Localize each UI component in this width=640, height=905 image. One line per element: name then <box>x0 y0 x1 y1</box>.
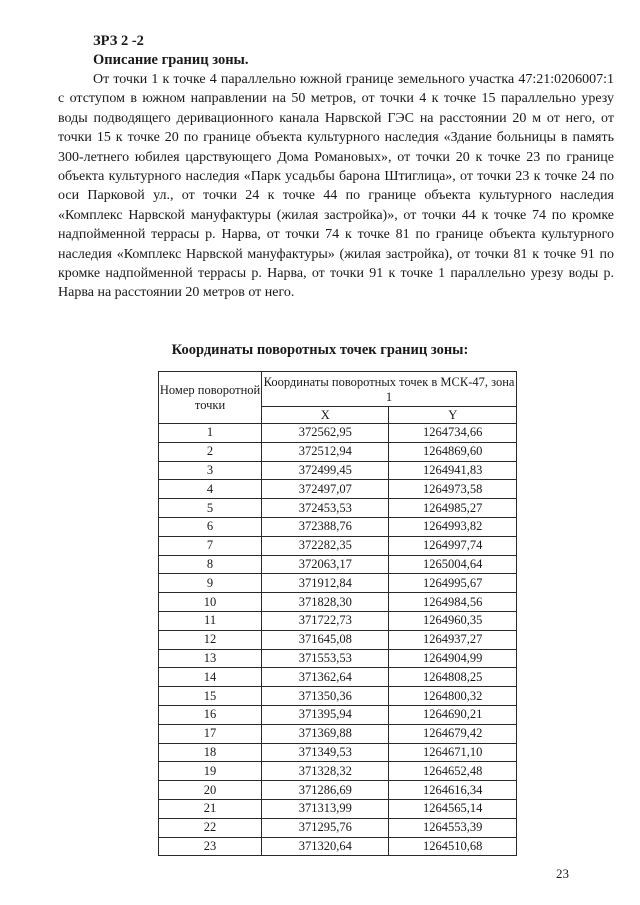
point-number-cell: 23 <box>159 837 262 856</box>
header-point-number: Номер поворотной точки <box>159 372 262 424</box>
table-row <box>159 743 517 762</box>
table-row <box>159 724 517 743</box>
table-row <box>159 818 517 837</box>
x-coordinate-cell: 372388,76 <box>262 517 389 536</box>
table-row <box>159 461 517 480</box>
y-coordinate-cell: 1264937,27 <box>389 630 517 649</box>
y-coordinate-cell: 1264565,14 <box>389 799 517 818</box>
y-coordinate-cell: 1264973,58 <box>389 480 517 499</box>
point-number-cell: 9 <box>159 574 262 593</box>
y-coordinate-cell: 1264679,42 <box>389 724 517 743</box>
x-coordinate-cell: 372499,45 <box>262 461 389 480</box>
table-row <box>159 799 517 818</box>
boundary-description: От точки 1 к точке 4 параллельно южной границе земельного участка 47:21:0206007:1 с отступом в южном направлении на 50 метров, от точки 4 к точке 15 параллельно урезу воды подводящего деривационного канала Нарвской ГЭС на расстоянии 20 м от него, от точки 15 к точке 20 по границе объекта культурного наследия «Здание больницы в память 300-летнего юбилея царствующего Дома Романовых», от точки 20 к точке 23 по границе объекта культурного наследия «Парк усадьбы барона Штиглица», от точки 23 к точке 24 по оси Парковой ул., от точки 24 к точке 44 по границе объекта культурного наследия «Комплекс Нарвской мануфактуры (жилая застройка)», от точки 44 к точке 74 по кромке надпойменной террасы р. Нарва, от точки 74 к точке 81 по границе объекта культурного наследия «Комплекс Нарвской мануфактуры» (жилая застройка), от точки 81 к точке 91 по кромке надпойменной террасы р. Нарва, от точки 91 к точке 1 параллельно урезу воды р. Нарва на расстоянии 20 метров от него. <box>58 72 614 301</box>
table-row <box>159 593 517 612</box>
table-row <box>159 536 517 555</box>
point-number-cell: 3 <box>159 461 262 480</box>
coordinates-table-body <box>159 424 517 856</box>
point-number-cell: 18 <box>159 743 262 762</box>
x-coordinate-cell: 372512,94 <box>262 442 389 461</box>
coordinates-table <box>158 371 517 856</box>
y-coordinate-cell: 1264985,27 <box>389 499 517 518</box>
x-coordinate-cell: 371349,53 <box>262 743 389 762</box>
point-number-cell: 1 <box>159 424 262 443</box>
point-number-cell: 20 <box>159 781 262 800</box>
table-row <box>159 781 517 800</box>
page-number: 23 <box>556 866 569 881</box>
y-coordinate-cell: 1264616,34 <box>389 781 517 800</box>
point-number-cell: 14 <box>159 668 262 687</box>
table-row <box>159 442 517 461</box>
point-number-cell: 10 <box>159 593 262 612</box>
table-row <box>159 517 517 536</box>
header-x: X <box>262 407 389 424</box>
description-heading: Описание границ зоны. <box>93 52 249 68</box>
point-number-cell: 15 <box>159 687 262 706</box>
point-number-cell: 5 <box>159 499 262 518</box>
y-coordinate-cell: 1264960,35 <box>389 611 517 630</box>
x-coordinate-cell: 371295,76 <box>262 818 389 837</box>
y-coordinate-cell: 1264941,83 <box>389 461 517 480</box>
table-row <box>159 687 517 706</box>
x-coordinate-cell: 371395,94 <box>262 705 389 724</box>
table-title: Координаты поворотных точек границ зоны: <box>171 342 469 358</box>
x-coordinate-cell: 371369,88 <box>262 724 389 743</box>
y-coordinate-cell: 1264652,48 <box>389 762 517 781</box>
y-coordinate-cell: 1264808,25 <box>389 668 517 687</box>
x-coordinate-cell: 371645,08 <box>262 630 389 649</box>
table-row <box>159 668 517 687</box>
y-coordinate-cell: 1264995,67 <box>389 574 517 593</box>
y-coordinate-cell: 1264869,60 <box>389 442 517 461</box>
table-row <box>159 611 517 630</box>
x-coordinate-cell: 372453,53 <box>262 499 389 518</box>
y-coordinate-cell: 1264671,10 <box>389 743 517 762</box>
table-row <box>159 499 517 518</box>
table-row <box>159 555 517 574</box>
x-coordinate-cell: 372063,17 <box>262 555 389 574</box>
table-row <box>159 480 517 499</box>
point-number-cell: 4 <box>159 480 262 499</box>
y-coordinate-cell: 1264993,82 <box>389 517 517 536</box>
point-number-cell: 7 <box>159 536 262 555</box>
point-number-cell: 17 <box>159 724 262 743</box>
x-coordinate-cell: 371828,30 <box>262 593 389 612</box>
zone-code-heading: ЗРЗ 2 -2 <box>93 33 144 49</box>
y-coordinate-cell: 1265004,64 <box>389 555 517 574</box>
y-coordinate-cell: 1264553,39 <box>389 818 517 837</box>
x-coordinate-cell: 371912,84 <box>262 574 389 593</box>
table-row <box>159 424 517 443</box>
table-row <box>159 630 517 649</box>
header-y: Y <box>389 407 517 424</box>
point-number-cell: 13 <box>159 649 262 668</box>
point-number-cell: 2 <box>159 442 262 461</box>
y-coordinate-cell: 1264904,99 <box>389 649 517 668</box>
y-coordinate-cell: 1264510,68 <box>389 837 517 856</box>
x-coordinate-cell: 371722,73 <box>262 611 389 630</box>
point-number-cell: 12 <box>159 630 262 649</box>
x-coordinate-cell: 371328,32 <box>262 762 389 781</box>
x-coordinate-cell: 372282,35 <box>262 536 389 555</box>
table-row <box>159 837 517 856</box>
point-number-cell: 21 <box>159 799 262 818</box>
point-number-cell: 8 <box>159 555 262 574</box>
x-coordinate-cell: 372562,95 <box>262 424 389 443</box>
point-number-cell: 11 <box>159 611 262 630</box>
y-coordinate-cell: 1264734,66 <box>389 424 517 443</box>
x-coordinate-cell: 372497,07 <box>262 480 389 499</box>
y-coordinate-cell: 1264800,32 <box>389 687 517 706</box>
x-coordinate-cell: 371350,36 <box>262 687 389 706</box>
x-coordinate-cell: 371286,69 <box>262 781 389 800</box>
x-coordinate-cell: 371320,64 <box>262 837 389 856</box>
x-coordinate-cell: 371553,53 <box>262 649 389 668</box>
point-number-cell: 6 <box>159 517 262 536</box>
x-coordinate-cell: 371313,99 <box>262 799 389 818</box>
point-number-cell: 22 <box>159 818 262 837</box>
y-coordinate-cell: 1264997,74 <box>389 536 517 555</box>
point-number-cell: 19 <box>159 762 262 781</box>
y-coordinate-cell: 1264690,21 <box>389 705 517 724</box>
table-row <box>159 649 517 668</box>
table-row <box>159 574 517 593</box>
table-row <box>159 762 517 781</box>
y-coordinate-cell: 1264984,56 <box>389 593 517 612</box>
header-coordinates: Координаты поворотных точек в МСК-47, зона 1 <box>262 372 517 407</box>
point-number-cell: 16 <box>159 705 262 724</box>
table-row <box>159 705 517 724</box>
x-coordinate-cell: 371362,64 <box>262 668 389 687</box>
